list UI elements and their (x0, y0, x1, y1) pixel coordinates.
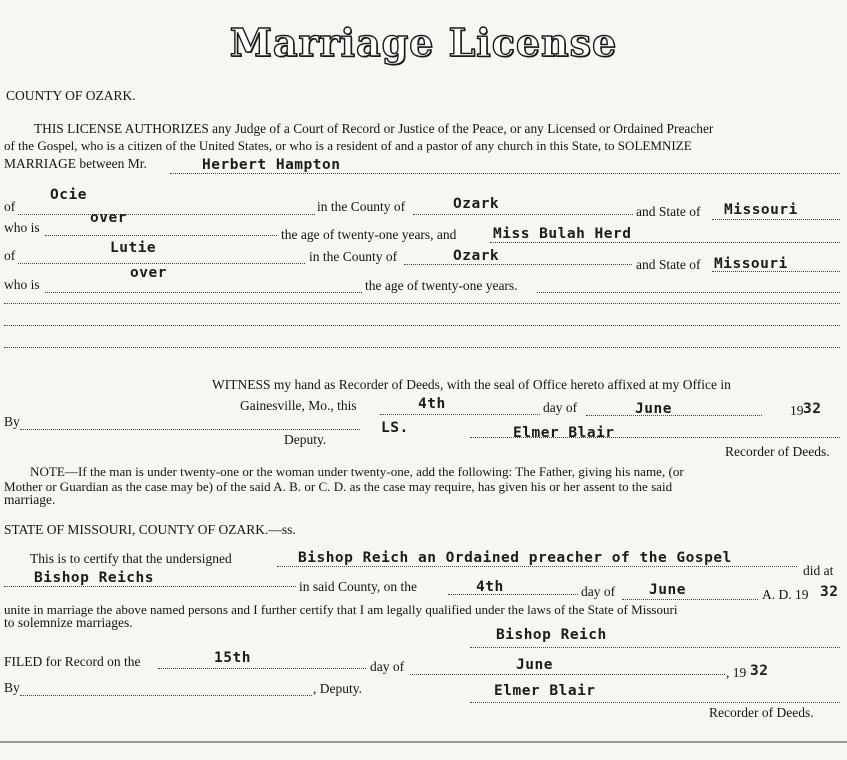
blank-line-3 (4, 347, 840, 348)
ceremony-month: June (649, 582, 686, 598)
bride-state: Missouri (714, 256, 788, 272)
bride-county-line (404, 264, 632, 265)
county-header: COUNTY OF OZARK. (6, 88, 136, 103)
officiant-description: Bishop Reich an Ordained preacher of the Gospel (298, 550, 732, 566)
label-and-state-bride: and State of (636, 257, 701, 272)
groom-age-line (45, 235, 277, 236)
cert-ad-prefix: A. D. 19 (762, 587, 809, 602)
filing-recorder-title: Recorder of Deeds. (709, 705, 814, 720)
note-line-1: NOTE—If the man is under twenty-one or the woman under twenty-one, add the following: The Father, giving his name, (or (30, 464, 684, 479)
blank-line-2 (4, 325, 840, 326)
page-bottom-edge (0, 741, 847, 743)
filed-label: FILED for Record on the (4, 654, 141, 669)
witness-month: June (635, 401, 672, 417)
groom-state: Missouri (724, 202, 798, 218)
filing-recorder-line (470, 702, 840, 703)
authorization-line-1: THIS LICENSE AUTHORIZES any Judge of a Court of Record or Justice of the Peace, or any Licensed or Ordained Preacher (34, 121, 714, 136)
filing-deputy-label: , Deputy. (313, 681, 362, 696)
label-of-groom: of (4, 199, 16, 214)
witness-day: 4th (418, 396, 446, 412)
witness-by-label: By (4, 414, 20, 429)
officiant-signature: Bishop Reich (496, 627, 607, 643)
cert-month-line (622, 599, 758, 600)
groom-town: Ocie (50, 187, 87, 203)
groom-name: Herbert Hampton (202, 157, 341, 173)
filed-year-prefix: , 19 (726, 665, 747, 680)
groom-state-line (712, 219, 840, 220)
filed-month-line (410, 674, 725, 675)
witness-year-prefix: 19 (790, 403, 804, 418)
place-line (4, 586, 296, 587)
state-county-header: STATE OF MISSOURI, COUNTY OF OZARK.—ss. (4, 522, 296, 537)
witness-line-1: WITNESS my hand as Recorder of Deeds, with the seal of Office hereto affixed at my Office in (212, 377, 731, 392)
witness-day-line (380, 414, 540, 415)
officiant-line (277, 566, 797, 567)
bride-name: Miss Bulah Herd (493, 226, 632, 242)
note-line-3: marriage. (4, 492, 56, 507)
officiant-signature-line (470, 647, 840, 648)
groom-age: over (90, 210, 127, 226)
groom-county-line (413, 214, 633, 215)
label-in-county-bride: in the County of (309, 249, 398, 264)
groom-name-line (170, 173, 840, 174)
unite-line-2: to solemnize marriages. (4, 615, 133, 630)
ceremony-year: 32 (820, 584, 839, 600)
bride-town: Lutie (110, 240, 157, 256)
label-age-end: the age of twenty-one years. (365, 278, 518, 293)
bride-county: Ozark (453, 248, 500, 264)
cert-day-of: day of (581, 584, 616, 599)
filed-year: 32 (750, 663, 769, 679)
unite-line-1: unite in marriage the above named persons and I further certify that I am legally qualified under the laws of the State of Missouri (4, 602, 678, 617)
label-who-is-groom: who is (4, 220, 40, 235)
seal-mark: LS. (381, 420, 409, 436)
witness-month-line (586, 415, 762, 416)
filed-month: June (516, 657, 553, 673)
filed-day: 15th (214, 650, 251, 666)
authorization-line-3: MARRIAGE between Mr. (4, 156, 147, 171)
certify-prefix: This is to certify that the undersigned (30, 551, 232, 566)
witness-year: 32 (803, 401, 822, 417)
bride-age-line (45, 292, 362, 293)
groom-county: Ozark (453, 196, 500, 212)
filed-day-line (158, 668, 366, 669)
groom-town-line (18, 214, 315, 215)
filing-recorder-name: Elmer Blair (494, 683, 596, 699)
in-said-county-label: in said County, on the (299, 579, 417, 594)
bride-age: over (130, 265, 167, 281)
label-age-and-miss: the age of twenty-one years, and (281, 227, 457, 242)
label-of-bride: of (4, 248, 16, 263)
witness-deputy-label: Deputy. (284, 432, 327, 447)
witness-recorder-title: Recorder of Deeds. (725, 444, 830, 459)
filing-deputy-line (20, 695, 312, 696)
did-at-label: did at (803, 563, 834, 578)
authorization-line-2: of the Gospel, who is a citizen of the United States, or who is a resident of and a pastor of any church in this State, to SOLEMNIZE (4, 138, 692, 153)
age-end-line (537, 292, 840, 293)
bride-town-line (18, 263, 305, 264)
filing-by-label: By (4, 680, 20, 695)
label-who-is-bride: who is (4, 277, 40, 292)
label-and-state-groom: and State of (636, 204, 701, 219)
witness-line-2-prefix: Gainesville, Mo., this (240, 398, 357, 413)
note-line-2: Mother or Guardian as the case may be) of the said A. B. or C. D. as the case may require, has given his or her assent to the said (4, 479, 673, 494)
license-title: Marriage License (229, 20, 618, 65)
deputy-signature-line (20, 429, 360, 430)
ceremony-day: 4th (476, 579, 504, 595)
label-in-county-groom: in the County of (317, 199, 406, 214)
witness-recorder-name: Elmer Blair (513, 425, 615, 441)
filed-day-of: day of (370, 659, 405, 674)
cert-day-line (448, 594, 578, 595)
bride-name-line (490, 242, 840, 243)
witness-day-of: day of (543, 400, 578, 415)
blank-line-1 (4, 303, 840, 304)
ceremony-place: Bishop Reichs (34, 570, 154, 586)
